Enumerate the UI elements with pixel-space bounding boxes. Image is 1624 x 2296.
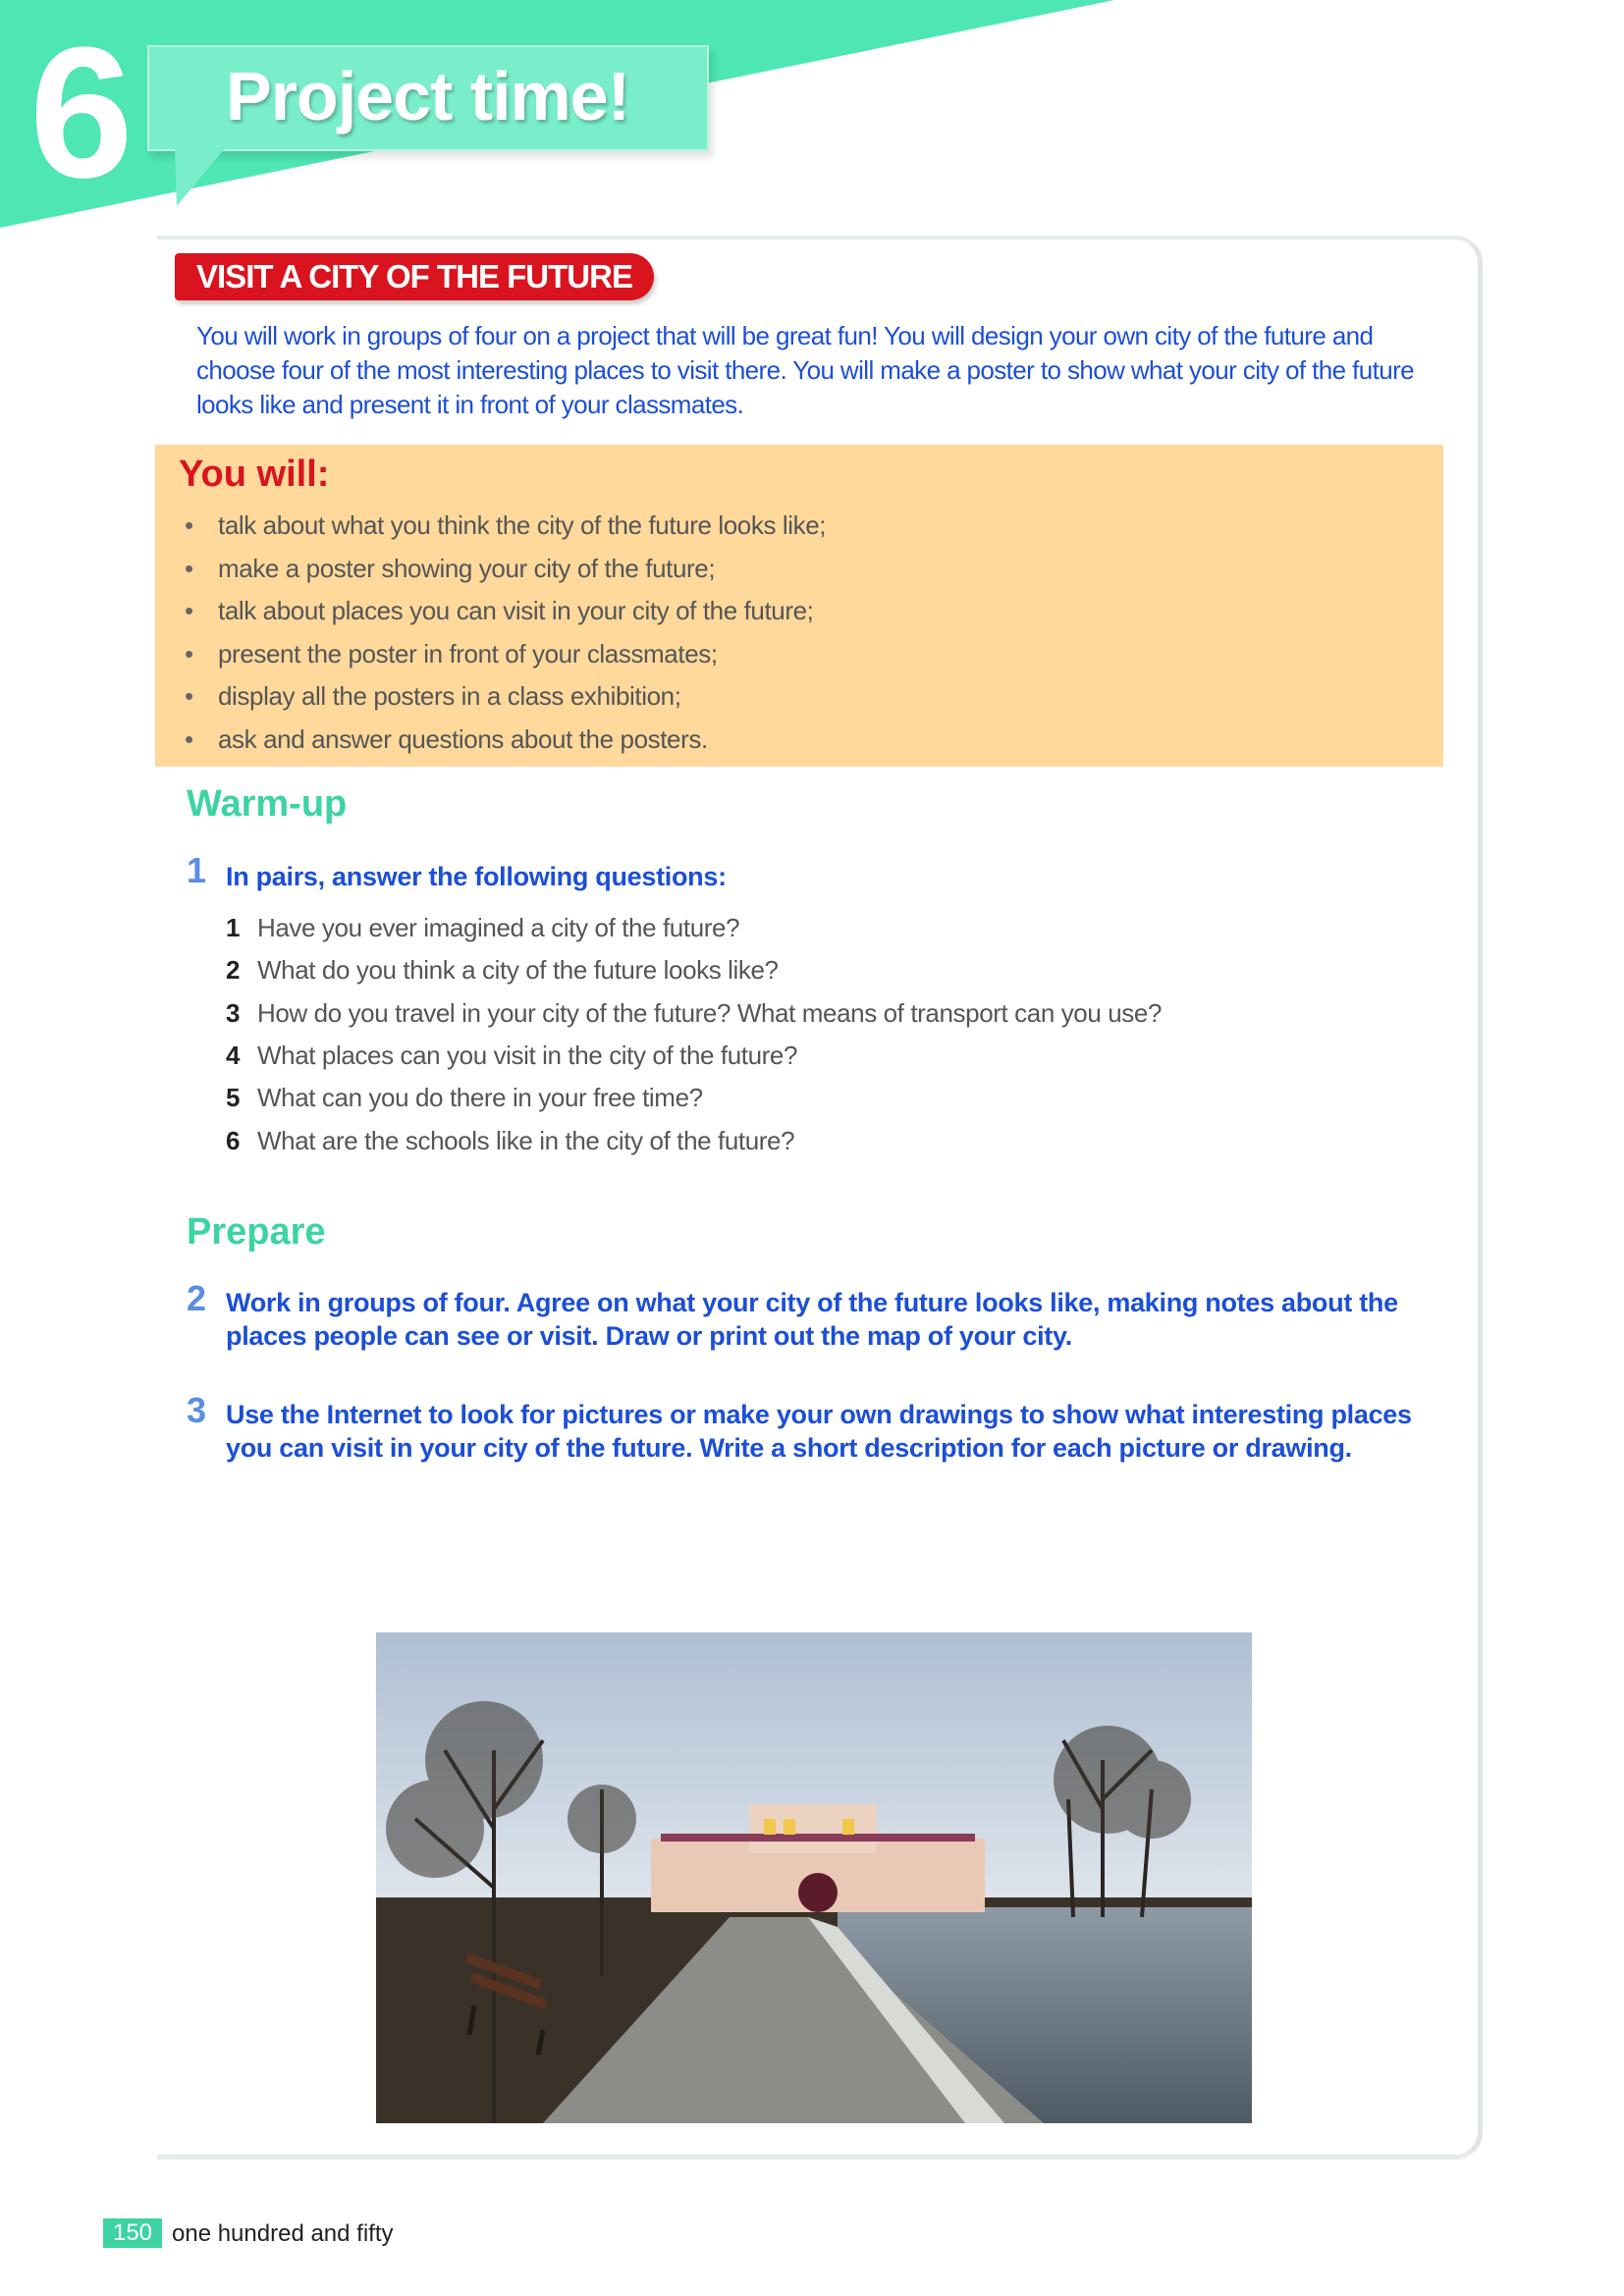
you-will-item [185,596,814,626]
bullet-icon: • [185,681,193,711]
question-text: What are the schools like in the city of the future? [257,1125,795,1155]
question-text: Have you ever imagined a city of the future? [257,913,740,942]
question-number: 4 [226,1040,241,1070]
item-text: present the poster in front of your classmates; [218,638,718,668]
item-text: talk about what you think the city of the future looks like; [218,510,827,540]
question-item [226,913,739,943]
question-text: What can you do there in your free time? [257,1083,703,1113]
question-text: How do you travel in your city of the future? What means of transport can you use? [257,997,1163,1028]
exercise-instruction: Work in groups of four. Agree on what your city of the future looks like, making notes about the places people can see or visit. Draw or print out the map of your city. [226,1288,1398,1351]
bullet-icon: • [185,510,193,540]
you-will-item [185,724,708,755]
you-will-title: You will: [179,454,330,495]
item-text: talk about places you can visit in your city of the future; [218,596,814,625]
question-text: What places can you visit in the city of the future? [257,1040,798,1070]
question-item [226,998,1162,1029]
bullet-icon: • [185,638,193,668]
page-number: 150 [103,2218,162,2248]
question-item [226,1041,797,1071]
question-number: 6 [226,1125,241,1155]
exercise-instruction: In pairs, answer the following questions: [226,862,727,891]
item-text: make a poster showing your city of the future; [218,553,716,583]
item-text: ask and answer questions about the posters. [218,723,708,754]
bullet-icon: • [185,596,193,625]
page-title: Project time! [226,58,629,134]
bullet-icon: • [185,723,193,754]
question-number: 5 [226,1083,241,1113]
bullet-icon: • [185,553,193,583]
you-will-item [185,510,826,541]
section-banner: VISIT A CITY OF THE FUTURE [175,253,654,300]
chapter-number: 6 [29,9,130,217]
prepare-heading: Prepare [187,1211,326,1253]
page-number-words: one hundred and fifty [172,2220,394,2247]
question-number: 3 [226,997,241,1028]
warmup-heading: Warm-up [187,783,348,825]
you-will-item [185,639,718,669]
question-text: What do you think a city of the future looks like? [257,955,779,986]
city-photo [376,1632,1252,2123]
you-will-item [185,681,681,712]
question-item [226,1126,794,1156]
item-text: display all the posters in a class exhibition; [218,681,681,711]
question-number: 1 [226,913,241,942]
you-will-item [185,554,715,584]
intro-text: You will work in groups of four on a project that will be great fun! You will design your own city of the future and choose four of the most interesting places to visit there. You will make a poster to show what your city of the future looks like and present it in front of your classmates. [196,321,1414,419]
exercise-number: 3 [187,1390,207,1430]
speech-bubble-tail [167,147,236,216]
question-item [226,1083,703,1113]
question-item [226,955,779,986]
exercise-instruction: Use the Internet to look for pictures or make your own drawings to show what interesting places you can visit in your city of the future. Write a short description for each picture or drawing. [226,1400,1412,1463]
exercise-number: 2 [187,1278,207,1318]
exercise-number: 1 [187,850,207,890]
question-number: 2 [226,955,241,986]
